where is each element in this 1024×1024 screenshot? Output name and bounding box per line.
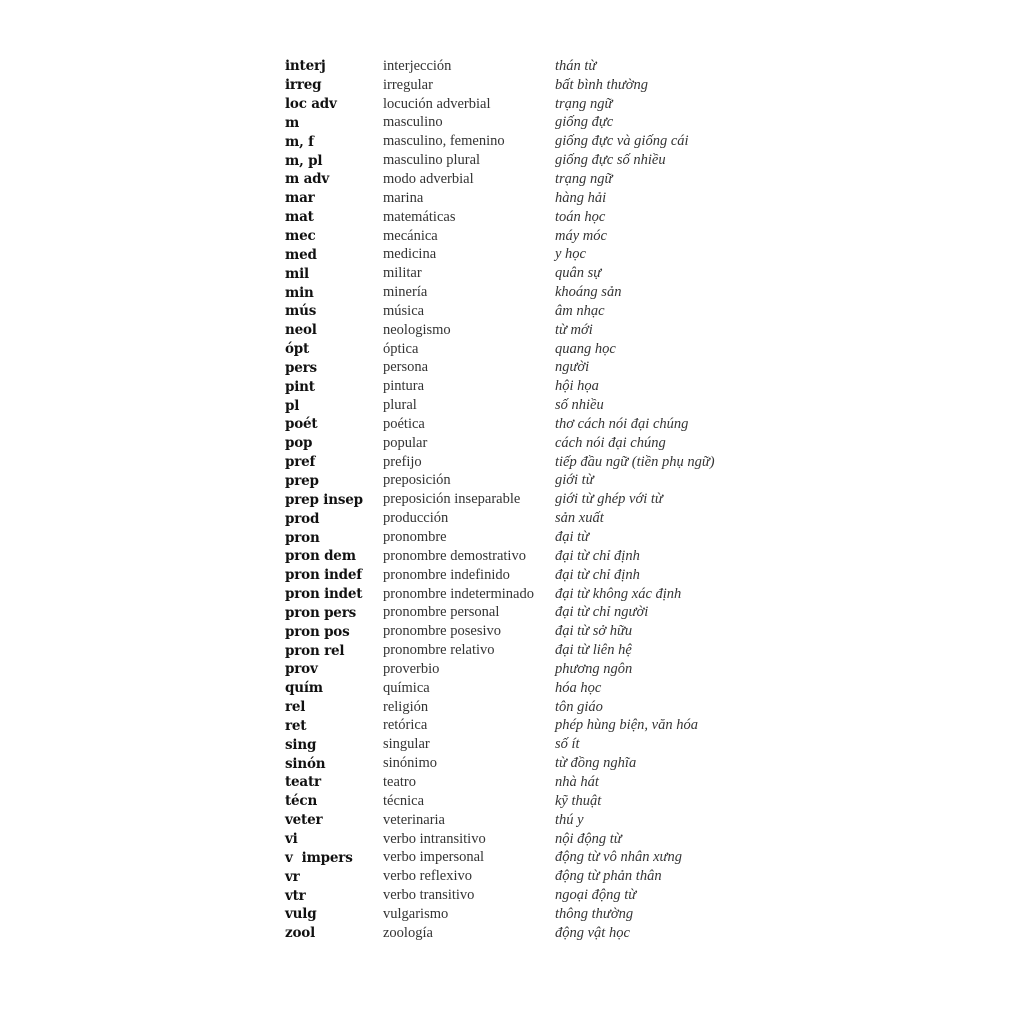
- spanish-term: química: [383, 679, 430, 696]
- vietnamese-translation: giới từ ghép với từ: [555, 491, 663, 508]
- spanish-term: teatro: [383, 773, 417, 790]
- abbreviation: mat: [285, 209, 314, 226]
- abbreviation: pron pos: [285, 623, 350, 640]
- spanish-term: plural: [383, 397, 417, 414]
- abbreviation: neol: [285, 322, 317, 339]
- vietnamese-translation: trạng ngữ: [555, 95, 613, 112]
- vietnamese-translation: khoáng sản: [555, 284, 622, 301]
- abbreviation: pl: [285, 397, 300, 414]
- spanish-term: pronombre relativo: [383, 642, 495, 659]
- abbreviation: poét: [285, 416, 318, 433]
- abbreviation: m: [285, 114, 300, 131]
- table-row: [285, 340, 755, 359]
- spanish-term: irregular: [383, 76, 433, 93]
- table-row: [285, 302, 755, 321]
- table-row: [285, 848, 755, 867]
- spanish-term: preposición: [383, 472, 451, 489]
- vietnamese-translation: người: [555, 359, 590, 376]
- spanish-term: proverbio: [383, 660, 440, 677]
- vietnamese-translation: máy móc: [555, 227, 607, 244]
- vietnamese-translation: hàng hải: [555, 189, 607, 206]
- abbreviation: mil: [285, 265, 309, 282]
- spanish-term: retórica: [383, 717, 428, 734]
- abbreviation: pron: [285, 529, 320, 546]
- spanish-term: pronombre: [383, 529, 447, 546]
- abbreviation: vulg: [285, 906, 317, 923]
- abbreviation: irreg: [285, 77, 322, 94]
- abbreviation: prod: [285, 510, 320, 527]
- table-row: [285, 792, 755, 811]
- vietnamese-translation: tôn giáo: [555, 698, 603, 715]
- spanish-term: música: [383, 302, 425, 319]
- vietnamese-translation: giống đực và giống cái: [555, 133, 689, 150]
- vietnamese-translation: quân sự: [555, 265, 602, 282]
- spanish-term: pronombre indefinido: [383, 566, 510, 583]
- spanish-term: zoología: [383, 924, 433, 941]
- abbreviation: vr: [285, 868, 300, 885]
- abbreviation: loc adv: [285, 96, 337, 113]
- vietnamese-translation: hóa học: [555, 679, 602, 696]
- vietnamese-translation: cách nói đại chúng: [555, 434, 666, 451]
- table-row: [285, 717, 755, 736]
- vietnamese-translation: đại từ chỉ định: [555, 566, 640, 583]
- table-row: [285, 95, 755, 114]
- table-row: [285, 660, 755, 679]
- abbreviation: sinón: [285, 755, 326, 772]
- abbreviation: zool: [285, 925, 316, 942]
- abbreviation: pron indef: [285, 567, 362, 584]
- table-row: [285, 830, 755, 849]
- spanish-term: medicina: [383, 246, 437, 263]
- vietnamese-translation: đại từ: [555, 529, 590, 546]
- vietnamese-translation: thú y: [555, 811, 584, 828]
- vietnamese-translation: âm nhạc: [555, 302, 605, 319]
- vietnamese-translation: động từ phản thân: [555, 868, 662, 885]
- vietnamese-translation: thông thường: [555, 905, 634, 922]
- table-row: [285, 622, 755, 641]
- abbreviation: m adv: [285, 171, 330, 188]
- spanish-term: pintura: [383, 378, 425, 395]
- spanish-term: verbo reflexivo: [383, 868, 472, 885]
- table-row: [285, 245, 755, 264]
- spanish-term: masculino: [383, 114, 443, 131]
- abbreviation: min: [285, 284, 314, 301]
- abbreviation: ópt: [285, 341, 310, 358]
- abbreviation: prov: [285, 661, 318, 678]
- table-row: [285, 114, 755, 133]
- vietnamese-translation: ngoại động từ: [555, 887, 637, 904]
- table-row: [285, 57, 755, 76]
- vietnamese-translation: sản xuất: [555, 510, 604, 527]
- abbreviation: vi: [285, 831, 298, 848]
- vietnamese-translation: giống đực: [555, 114, 614, 131]
- table-row: [285, 924, 755, 943]
- table-row: [285, 208, 755, 227]
- table-row: [285, 283, 755, 302]
- abbreviation: sing: [285, 736, 317, 753]
- table-row: [285, 377, 755, 396]
- vietnamese-translation: động vật học: [555, 924, 630, 941]
- vietnamese-translation: nội động từ: [555, 830, 622, 847]
- abbreviation-table: [285, 57, 755, 943]
- spanish-term: persona: [383, 359, 429, 376]
- table-row: [285, 905, 755, 924]
- vietnamese-translation: kỹ thuật: [555, 792, 602, 809]
- spanish-term: pronombre indeterminado: [383, 585, 534, 602]
- vietnamese-translation: giới từ: [555, 472, 594, 489]
- table-row: [285, 472, 755, 491]
- vietnamese-translation: phép hùng biện, văn hóa: [555, 717, 698, 734]
- vietnamese-translation: động từ vô nhân xưng: [555, 849, 682, 866]
- spanish-term: vulgarismo: [383, 905, 449, 922]
- spanish-term: preposición inseparable: [383, 491, 521, 508]
- vietnamese-translation: đại từ không xác định: [555, 585, 682, 602]
- vietnamese-translation: thán từ: [555, 57, 597, 74]
- spanish-term: veterinaria: [383, 811, 445, 828]
- spanish-term: masculino, femenino: [383, 133, 505, 150]
- table-row: [285, 641, 755, 660]
- spanish-term: mecánica: [383, 227, 438, 244]
- vietnamese-translation: đại từ chỉ định: [555, 547, 640, 564]
- abbreviation: vtr: [285, 887, 306, 904]
- table-row: [285, 547, 755, 566]
- table-row: [285, 170, 755, 189]
- abbreviation: prep: [285, 472, 319, 489]
- abbreviation: pron pers: [285, 604, 357, 621]
- spanish-term: pronombre personal: [383, 604, 500, 621]
- abbreviation: quím: [285, 680, 323, 697]
- abbreviation: pref: [285, 454, 316, 471]
- spanish-term: verbo intransitivo: [383, 830, 486, 847]
- spanish-term: neologismo: [383, 321, 451, 338]
- vietnamese-translation: số ít: [555, 736, 580, 753]
- abbreviation: prep insep: [285, 491, 363, 508]
- abbreviation: m, f: [285, 133, 314, 150]
- vietnamese-translation: đại từ liên hệ: [555, 642, 632, 659]
- vietnamese-translation: tiếp đầu ngữ (tiền phụ ngữ): [555, 453, 715, 470]
- table-row: [285, 867, 755, 886]
- table-row: [285, 227, 755, 246]
- spanish-term: producción: [383, 510, 449, 527]
- spanish-term: prefijo: [383, 453, 422, 470]
- table-row: [285, 603, 755, 622]
- abbreviation: pint: [285, 378, 315, 395]
- spanish-term: militar: [383, 265, 422, 282]
- vietnamese-translation: đại từ sở hữu: [555, 623, 633, 640]
- spanish-term: singular: [383, 736, 430, 753]
- spanish-term: matemáticas: [383, 208, 456, 225]
- abbreviation: pop: [285, 435, 313, 452]
- spanish-term: locución adverbial: [383, 95, 491, 112]
- abbreviation: pers: [285, 359, 317, 376]
- table-row: [285, 453, 755, 472]
- table-row: [285, 189, 755, 208]
- table-row: [285, 773, 755, 792]
- table-row: [285, 490, 755, 509]
- table-row: [285, 754, 755, 773]
- abbreviation: m, pl: [285, 152, 323, 169]
- vietnamese-translation: đại từ chỉ người: [555, 604, 649, 621]
- abbreviation: mús: [285, 303, 317, 320]
- vietnamese-translation: toán học: [555, 208, 606, 225]
- abbreviation: pron dem: [285, 548, 356, 565]
- table-row: [285, 566, 755, 585]
- vietnamese-translation: hội họa: [555, 378, 599, 395]
- table-row: [285, 698, 755, 717]
- vietnamese-translation: phương ngôn: [555, 660, 633, 677]
- abbreviation: mec: [285, 228, 316, 245]
- spanish-term: modo adverbial: [383, 170, 474, 187]
- abbreviation: veter: [285, 812, 323, 829]
- spanish-term: masculino plural: [383, 152, 481, 169]
- abbreviation: v impers: [285, 849, 353, 866]
- spanish-term: interjección: [383, 57, 452, 74]
- table-row: [285, 132, 755, 151]
- vietnamese-translation: bất bình thường: [555, 76, 648, 93]
- table-row: [285, 528, 755, 547]
- spanish-term: verbo transitivo: [383, 887, 475, 904]
- table-row: [285, 151, 755, 170]
- abbreviation: teatr: [285, 774, 321, 791]
- table-row: [285, 509, 755, 528]
- spanish-term: minería: [383, 284, 428, 301]
- vietnamese-translation: y học: [555, 246, 586, 263]
- table-row: [285, 359, 755, 378]
- table-row: [285, 396, 755, 415]
- vietnamese-translation: giống đực số nhiều: [555, 152, 666, 169]
- vietnamese-translation: nhà hát: [555, 773, 599, 790]
- abbreviation: ret: [285, 717, 307, 734]
- spanish-term: óptica: [383, 340, 419, 357]
- spanish-term: pronombre demostrativo: [383, 547, 526, 564]
- abbreviation: med: [285, 246, 317, 263]
- vietnamese-translation: quang học: [555, 340, 616, 357]
- table-row: [285, 76, 755, 95]
- spanish-term: poética: [383, 415, 425, 432]
- vietnamese-translation: số nhiều: [555, 397, 604, 414]
- abbreviation: técn: [285, 793, 318, 810]
- table-row: [285, 585, 755, 604]
- spanish-term: sinónimo: [383, 755, 437, 772]
- table-row: [285, 434, 755, 453]
- spanish-term: verbo impersonal: [383, 849, 485, 866]
- table-row: [285, 321, 755, 340]
- spanish-term: marina: [383, 189, 424, 206]
- spanish-term: técnica: [383, 792, 425, 809]
- spanish-term: pronombre posesivo: [383, 623, 501, 640]
- table-row: [285, 679, 755, 698]
- vietnamese-translation: từ đồng nghĩa: [555, 755, 637, 772]
- abbreviation: mar: [285, 190, 315, 207]
- table-row: [285, 735, 755, 754]
- abbreviation: pron rel: [285, 642, 345, 659]
- table-row: [285, 264, 755, 283]
- vietnamese-translation: thơ cách nói đại chúng: [555, 415, 689, 432]
- table-row: [285, 811, 755, 830]
- table-row: [285, 886, 755, 905]
- spanish-term: popular: [383, 434, 428, 451]
- abbreviation: interj: [285, 58, 326, 75]
- vietnamese-translation: trạng ngữ: [555, 170, 613, 187]
- vietnamese-translation: từ mới: [555, 321, 593, 338]
- table-row: [285, 415, 755, 434]
- spanish-term: religión: [383, 698, 429, 715]
- abbreviation: pron indet: [285, 586, 363, 603]
- abbreviation: rel: [285, 699, 306, 716]
